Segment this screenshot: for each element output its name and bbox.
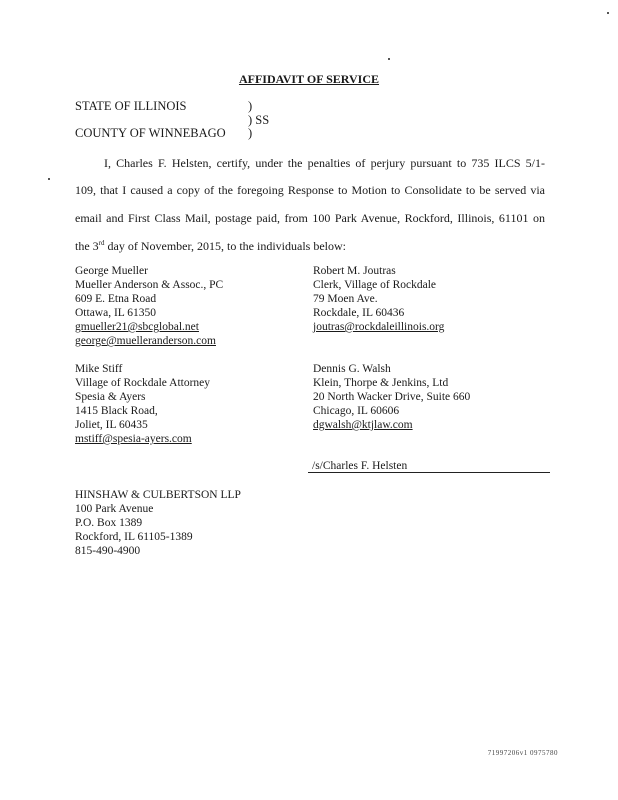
recipient-firm: Klein, Thorpe & Jenkins, Ltd <box>313 377 449 389</box>
recipient-firm: Mueller Anderson & Assoc., PC <box>75 279 224 291</box>
recipient-name: Mike Stiff <box>75 363 123 375</box>
recipient-city: Chicago, IL 60606 <box>313 405 400 417</box>
firm-block <box>75 488 241 558</box>
firm-po-box: P.O. Box 1389 <box>75 517 143 529</box>
footer-doc-code: 71997206v1 0975780 <box>487 749 558 757</box>
body-line-3: email and First Class Mail, postage paid, from 100 Park Avenue, Rockford, Illinois, 61101 on <box>75 211 545 225</box>
recipient-firm: Spesia & Ayers <box>75 391 146 403</box>
body-line-4-pre: the 3 <box>75 239 99 253</box>
recipient-title: Village of Rockdale Attorney <box>75 377 211 389</box>
recipient-city: Ottawa, IL 61350 <box>75 307 157 319</box>
recipient-city: Joliet, IL 60435 <box>75 419 148 431</box>
recipient-name: Robert M. Joutras <box>313 265 396 277</box>
recipient-email-link[interactable]: joutras@rockdaleillinois.org <box>313 321 445 333</box>
body-line-4-post: day of November, 2015, to the individuals below: <box>104 239 346 253</box>
recipient-joutras <box>313 264 444 334</box>
venue-paren-bottom: ) <box>248 126 253 140</box>
scan-speck <box>48 178 50 180</box>
recipient-stiff <box>75 362 210 446</box>
scan-speck <box>388 58 390 60</box>
recipient-street: 609 E. Etna Road <box>75 293 157 305</box>
signature: /s/Charles F. Helsten <box>312 460 408 472</box>
venue-paren-top: ) <box>248 99 253 113</box>
firm-name: HINSHAW & CULBERTSON LLP <box>75 489 241 501</box>
recipient-name: George Mueller <box>75 265 148 277</box>
body-line-4-sup: rd <box>98 239 105 247</box>
firm-city: Rockford, IL 61105-1389 <box>75 531 193 543</box>
recipient-street: 1415 Black Road, <box>75 405 158 417</box>
recipient-street: 79 Moen Ave. <box>313 293 378 305</box>
body-line-1: I, Charles F. Helsten, certify, under the penalties of perjury pursuant to 735 ILCS 5/1- <box>104 156 545 170</box>
recipient-mueller <box>75 264 223 348</box>
venue-state: STATE OF ILLINOIS <box>75 99 187 113</box>
recipient-title: Clerk, Village of Rockdale <box>313 279 437 291</box>
recipient-street: 20 North Wacker Drive, Suite 660 <box>313 391 471 403</box>
recipient-email-link[interactable]: mstiff@spesia-ayers.com <box>75 433 192 445</box>
venue-county: COUNTY OF WINNEBAGO <box>75 126 226 140</box>
recipient-city: Rockdale, IL 60436 <box>313 307 405 319</box>
recipient-walsh <box>313 362 470 432</box>
recipient-name: Dennis G. Walsh <box>313 363 391 375</box>
firm-street: 100 Park Avenue <box>75 503 154 515</box>
recipient-email-link[interactable]: gmueller21@sbcglobal.net <box>75 321 199 333</box>
body-line-4 <box>75 239 346 253</box>
recipient-email-link[interactable]: dgwalsh@ktjlaw.com <box>313 419 413 431</box>
scan-speck <box>607 12 609 14</box>
venue-ss: ) SS <box>248 113 270 127</box>
body-line-2: 109, that I caused a copy of the foregoing Response to Motion to Consolidate to be served via <box>75 183 545 197</box>
recipient-email-link-2[interactable]: george@muelleranderson.com <box>75 335 216 347</box>
firm-phone: 815-490-4900 <box>75 545 141 557</box>
page-title: AFFIDAVIT OF SERVICE <box>238 72 380 86</box>
